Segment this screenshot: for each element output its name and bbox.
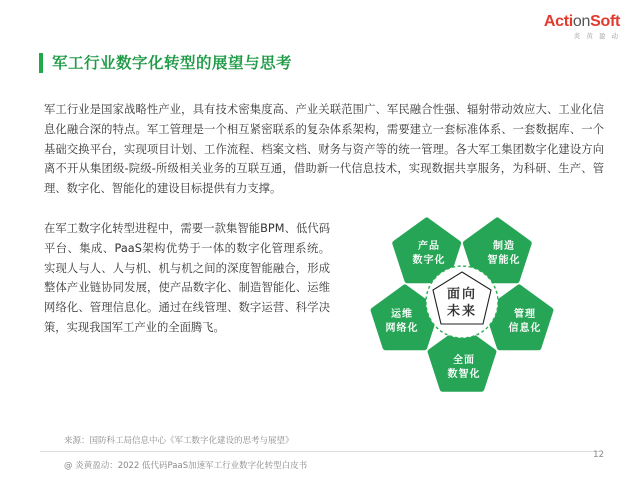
petal-label-line2: 数智化 <box>447 369 481 380</box>
transformation-paragraph: 在军工数字化转型进程中，需要一款集智能BPM、低代码平台、集成、PaaS架构优势于一体的数字化管理系统。实现人与人、人与机、机与机之间的深度智能融合，形成整体产业链协同发展，使产品数字化、制造智能化、运维网络化、管理信息化。通过在线管理、数字运营、科学决策，实现我国军工产业的全面腾飞。 <box>44 222 330 334</box>
petal-label-line1: 运维 <box>391 309 413 320</box>
petal-label-line2: 网络化 <box>385 323 419 334</box>
petal-label-line1: 产品 <box>418 241 440 252</box>
future-diagram <box>358 216 558 396</box>
footer-divider <box>40 451 600 452</box>
petal-product-digitization <box>399 240 459 268</box>
center-label-line1: 面向 <box>446 287 477 302</box>
petal-label-line2: 数字化 <box>412 255 446 266</box>
petal-manufacturing-intelligence <box>474 240 534 268</box>
logo-tagline: 炎 黄 盈 动 <box>573 32 620 40</box>
logo-part-b: on <box>572 13 591 30</box>
footer-text: @ 炎黄盈动：2022 低代码PaaS加速军工行业数字化转型白皮书 <box>64 461 308 471</box>
page-number: 12 <box>593 450 604 460</box>
center-label-line2: 未来 <box>446 304 477 319</box>
center-label <box>432 286 492 320</box>
logo-part-c: Soft <box>590 13 620 30</box>
petal-label-line2: 智能化 <box>487 255 521 266</box>
actionsoft-logo <box>544 14 620 40</box>
page-title: 军工行业数字化转型的展望与思考 <box>52 54 293 72</box>
logo-part-a: Acti <box>543 13 573 30</box>
petal-label-line1: 全面 <box>453 355 475 366</box>
petal-operations-networking <box>372 308 432 336</box>
petal-comprehensive-digital-intelligence <box>434 354 494 382</box>
logo-wordmark <box>544 14 620 30</box>
petal-label-line1: 制造 <box>493 241 515 252</box>
petal-management-informatization <box>495 308 555 336</box>
petal-label-line1: 管理 <box>514 309 536 320</box>
title-accent-bar <box>39 53 43 73</box>
intro-paragraph: 军工行业是国家战略性产业，具有技术密集度高、产业关联范围广、军民融合性强、辐射带动效应大、工业化信息化融合深的特点。军工管理是一个相互紧密联系的复杂体系架构，需要建立一套标准体系、一套数据库、一个基础交换平台，实现项目计划、工作流程、档案文档、财务与资产等的统一管理。各大军工集团数字化建设方向离不开从集团级-院级-所级相关业务的互联互通，借助新一代信息技术，实现数据共享服务，为科研、生产、管理、数字化、智能化的建设目标提供有力支撑。 <box>44 103 604 196</box>
petal-label-line2: 信息化 <box>508 323 542 334</box>
source-note: 来源：国防科工局信息中心《军工数字化建设的思考与展望》 <box>64 436 294 446</box>
